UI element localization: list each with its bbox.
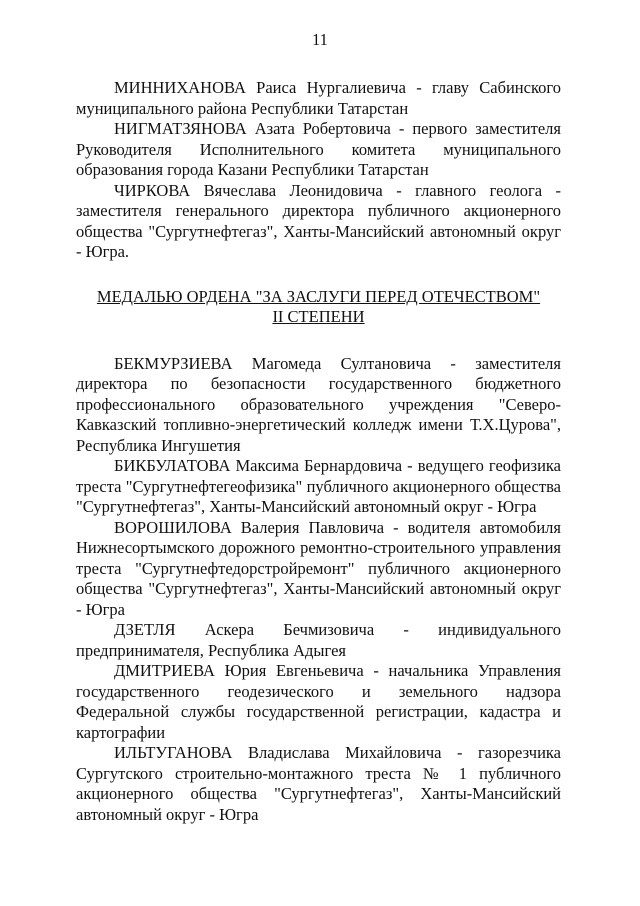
award-entry [76,354,561,457]
award-heading [76,287,561,328]
recipient-name: БИКБУЛАТОВА Максима Бернардовича [114,456,403,475]
document-body [76,78,561,825]
recipient-name: ИЛЬТУГАНОВА Владислава Михайловича [114,743,442,762]
recipient-position: - заместителя директора по безопасности государственного бюджетного профессионального образовательного учреждения "Северо-Кавказский топливно-энергетический колледж имени Т.Х.Цурова", Республика Ингушетия [76,353,561,455]
recipient-position: - главу Сабинского муниципального района Республики Татарстан [76,78,561,118]
award-entry [76,78,561,119]
award-entry [76,456,561,518]
award-heading-line-1: МЕДАЛЬЮ ОРДЕНА "ЗА ЗАСЛУГИ ПЕРЕД ОТЕЧЕСТВОМ" [96,286,541,306]
recipient-position: - ведущего геофизика треста "Сургутнефтегеофизика" публичного акционерного общества "Сургутнефтегаз", Ханты-Мансийский автономный округ - Югра [76,456,561,516]
award-entry [76,661,561,743]
recipient-position: - водителя автомобиля Нижнесортымского дорожного ремонтно-строительного управления треста "Сургутнефтедорстройремонт" публичного акционерного общества "Сургутнефтегаз", Ханты-Мансийский автономный округ - Югра [76,517,561,619]
recipient-name: МИННИХАНОВА Раиса Нургалиевича [114,78,406,97]
recipient-position: - главного геолога - заместителя генерального директора публичного акционерного общества "Сургутнефтегаз", Ханты-Мансийский автономный округ - Югра. [76,180,562,261]
recipient-name: ДМИТРИЕВА Юрия Евгеньевича [114,661,364,680]
award-entry [76,518,561,621]
recipient-position: - индивидуального предпринимателя, Республика Адыгея [76,620,562,660]
recipient-position: - газорезчика Сургутского строительно-монтажного треста № 1 публичного акционерного общества "Сургутнефтегаз", Ханты-Мансийский автономный округ - Югра [76,743,561,824]
page-number: 11 [312,30,328,49]
recipient-position: - начальника Управления государственного геодезического и земельного надзора Федеральной службы государственной регистрации, кадастра и картографии [76,661,561,742]
recipient-name: НИГМАТЗЯНОВА Азата Робертовича [114,119,391,138]
recipient-position: - первого заместителя Руководителя Исполнительного комитета муниципального образования города Казани Республики Татарстан [76,119,561,179]
recipient-name: ВОРОШИЛОВА Валерия Павловича [114,517,385,537]
award-entry [76,743,561,825]
award-entry [76,620,561,661]
award-heading-line-2: II СТЕПЕНИ [272,307,365,326]
recipient-name: ЧИРКОВА Вячеслава Леонидовича [114,180,383,200]
recipient-name: ДЗЕТЛЯ Аскера Бечмизовича [114,620,375,639]
recipient-name: БЕКМУРЗИЕВА Магомеда Султановича [114,353,432,373]
award-entry [76,119,561,181]
award-entry [76,181,561,263]
